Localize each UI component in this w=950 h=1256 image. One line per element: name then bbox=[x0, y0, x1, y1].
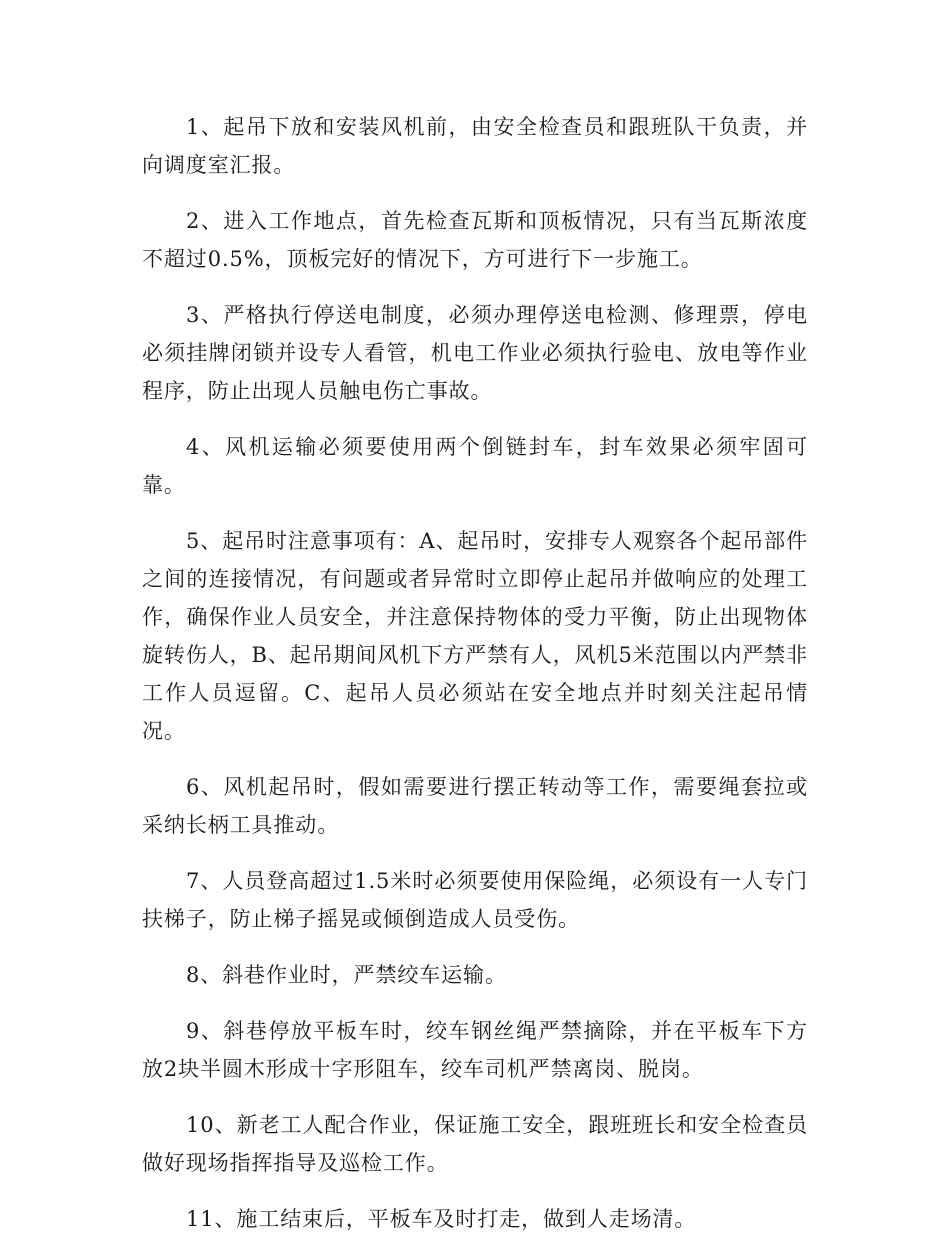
paragraph-2: 2、进入工作地点，首先检查瓦斯和顶板情况，只有当瓦斯浓度不超过0.5%，顶板完好的情况下，方可进行下一步施工。 bbox=[142, 209, 808, 271]
paragraph-11: 11、施工结束后，平板车及时打走，做到人走场清。 bbox=[186, 1207, 697, 1231]
paragraph-4: 4、风机运输必须要使用两个倒链封车，封车效果必须牢固可靠。 bbox=[142, 435, 808, 497]
paragraph-5: 5、起吊时注意事项有：A、起吊时，安排专人观察各个起吊部件之间的连接情况，有问题或者异常时立即停止起吊并做响应的处理工作，确保作业人员安全，并注意保持物体的受力平衡，防止出现物体旋转伤人，B、起吊期间风机下方严禁有人，风机5米范围以内严禁非工作人员逗留。C、起吊人员必须站在安全地点并时刻关注起吊情况。 bbox=[142, 529, 808, 743]
paragraph-9: 9、斜巷停放平板车时，绞车钢丝绳严禁摘除，并在平板车下方放2块半圆木形成十字形阻车，绞车司机严禁离岗、脱岗。 bbox=[142, 1019, 808, 1081]
document-body bbox=[142, 108, 808, 1256]
paragraph-1: 1、起吊下放和安装风机前，由安全检查员和跟班队干负责，并向调度室汇报。 bbox=[142, 115, 808, 177]
paragraph-8: 8、斜巷作业时，严禁绞车运输。 bbox=[186, 963, 507, 987]
paragraph-7: 7、人员登高超过1.5米时必须要使用保险绳，必须设有一人专门扶梯子，防止梯子摇晃或倾倒造成人员受伤。 bbox=[142, 869, 808, 931]
paragraph-10: 10、新老工人配合作业，保证施工安全，跟班班长和安全检查员做好现场指挥指导及巡检工作。 bbox=[142, 1113, 808, 1175]
paragraph-6: 6、风机起吊时，假如需要进行摆正转动等工作，需要绳套拉或采纳长柄工具推动。 bbox=[142, 775, 808, 837]
paragraph-3: 3、严格执行停送电制度，必须办理停送电检测、修理票，停电必须挂牌闭锁并设专人看管，机电工作业必须执行验电、放电等作业程序，防止出现人员触电伤亡事故。 bbox=[142, 303, 808, 403]
